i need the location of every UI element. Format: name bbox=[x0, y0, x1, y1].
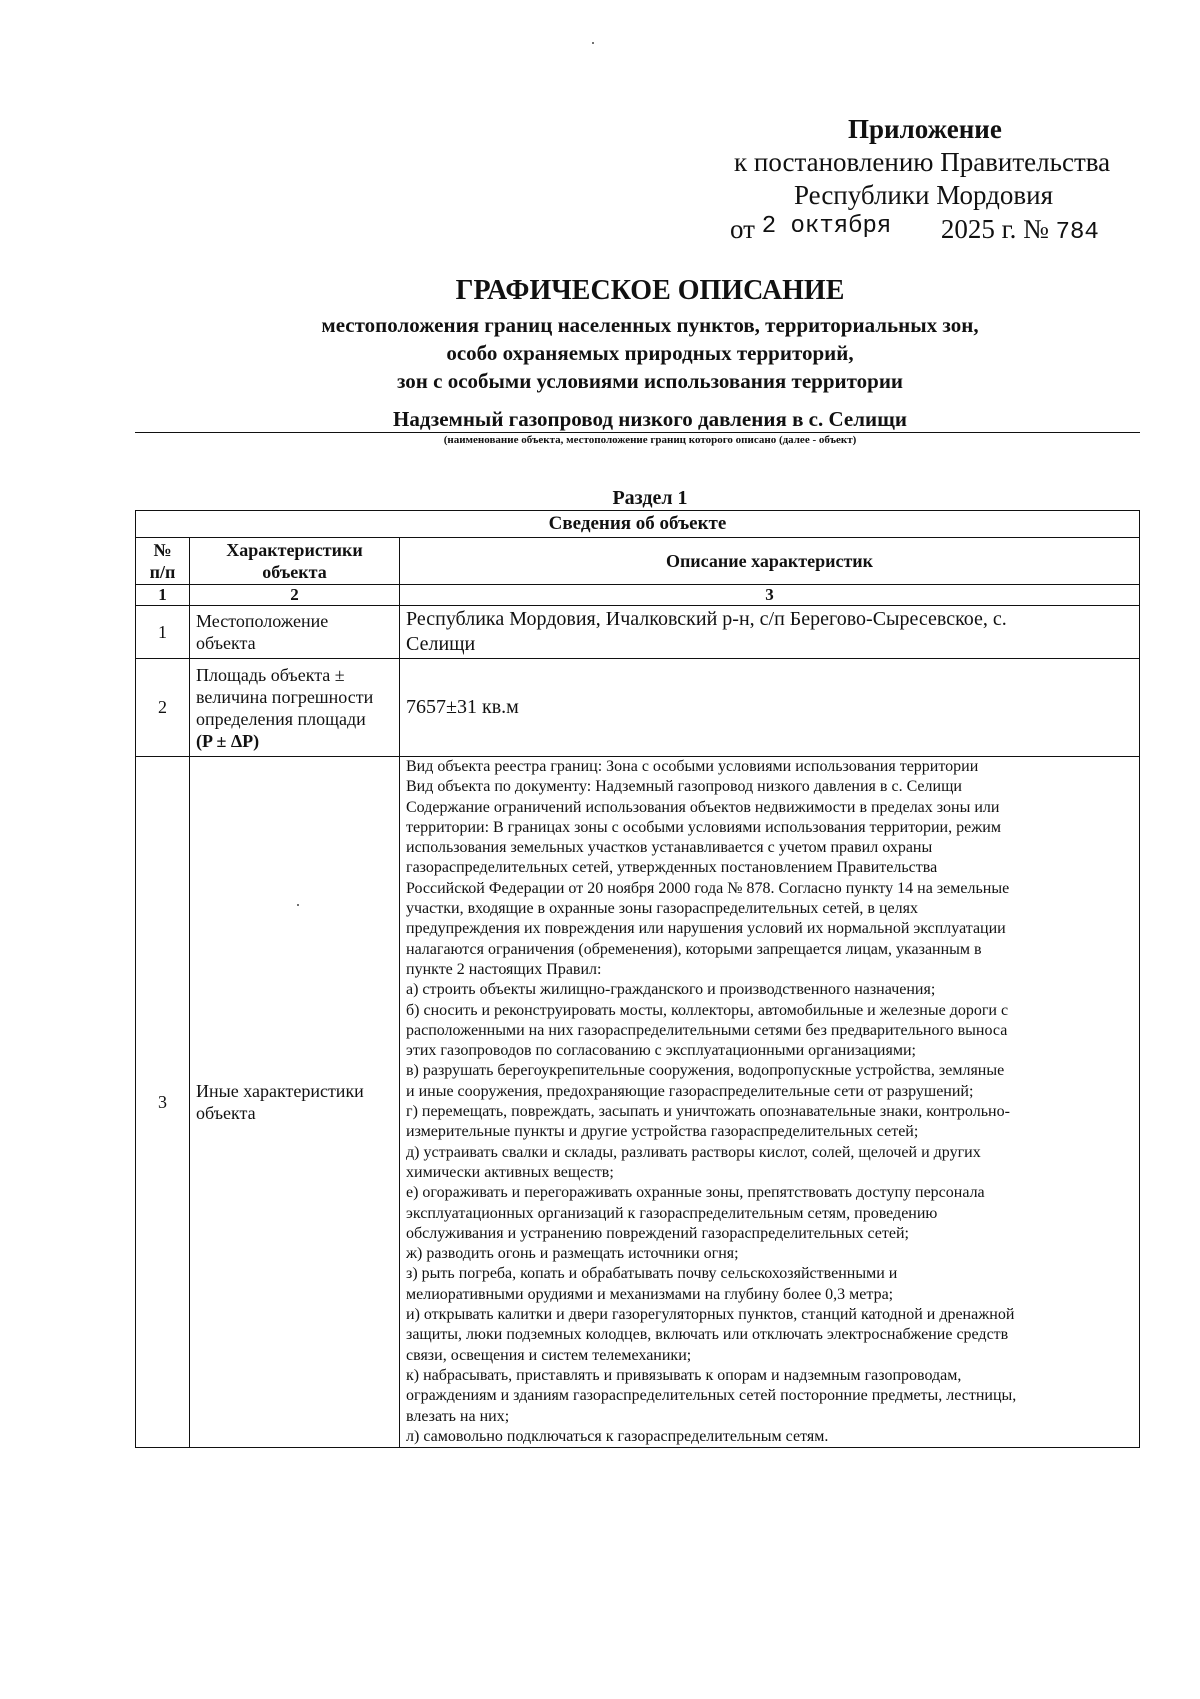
table-row bbox=[136, 757, 1140, 1448]
subtitle-line: особо охраняемых природных территорий, bbox=[446, 341, 854, 365]
row-number: 1 bbox=[136, 606, 190, 659]
text-line: измерительные пункты и другие устройства газораспределительных сетей; bbox=[406, 1123, 919, 1141]
row-description bbox=[400, 606, 1140, 659]
object-name: Надземный газопровод низкого давления в с. Селищи bbox=[393, 407, 907, 431]
text-line: объекта bbox=[196, 1103, 256, 1124]
row-characteristic bbox=[190, 659, 400, 757]
text-line: к) набрасывать, приставлять и привязывать к опорам и надземным газопроводам, bbox=[406, 1366, 962, 1384]
text-line: участки, входящие в охранные зоны газораспределительных сетей, в целях bbox=[406, 900, 918, 918]
text-line: и иные сооружения, предохраняющие газораспределительные сети от разрушений; bbox=[406, 1082, 974, 1100]
text-line: влезать на них; bbox=[406, 1407, 510, 1425]
text-line: территории: В границах зоны с особыми условиями использования территории, режим bbox=[406, 818, 1001, 836]
text-line: обслуживания и устранению повреждений газораспределительных сетей; bbox=[406, 1224, 909, 1242]
text-line: мелиоративными орудиями и механизмами на глубину более 0,3 метра; bbox=[406, 1285, 894, 1303]
header-description: Описание характеристик bbox=[400, 538, 1140, 585]
text-line: этих газопроводов по согласованию с эксплуатационными организациями; bbox=[406, 1042, 916, 1060]
row-number: 2 bbox=[136, 659, 190, 757]
text-line: объекта bbox=[262, 562, 327, 582]
table-index-row bbox=[136, 585, 1140, 606]
appendix-line-2: Республики Мордовия bbox=[794, 180, 1054, 210]
table-caption: Сведения об объекте bbox=[136, 511, 1140, 538]
row-characteristic bbox=[190, 606, 400, 659]
section-label: Раздел 1 bbox=[612, 487, 688, 509]
row-characteristic bbox=[190, 757, 400, 1448]
header-characteristic bbox=[190, 538, 400, 585]
text-line: величина погрешности bbox=[196, 686, 374, 707]
appendix-line-1: к постановлению Правительства bbox=[734, 147, 1111, 177]
text-line: и) открывать калитки и двери газорегуляторных пунктов, станций катодной и дренажной bbox=[406, 1306, 1015, 1324]
text-line: ограждениям и зданиям газораспределительных сетей посторонние предметы, лестницы, bbox=[406, 1387, 1017, 1405]
text-line: г) перемещать, повреждать, засыпать и уничтожать опознавательные знаки, контрольно- bbox=[406, 1103, 1010, 1121]
text-line: предупреждения их повреждения или нарушения условий их нормальной эксплуатации bbox=[406, 920, 1006, 938]
text-line: расположенными на них газораспределительными сетями без предварительного выноса bbox=[406, 1021, 1008, 1039]
text-line: Содержание ограничений использования объектов недвижимости в пределах зоны или bbox=[406, 798, 1000, 816]
subtitle-line: зон с особыми условиями использования территории bbox=[396, 369, 904, 393]
row-number: 3 bbox=[136, 757, 190, 1448]
text-line: химически активных веществ; bbox=[406, 1163, 614, 1181]
text-line: определения площади bbox=[196, 708, 366, 729]
table-header-row bbox=[136, 538, 1140, 585]
text-line: связи, освещения и систем телемеханики; bbox=[406, 1346, 692, 1364]
text-line: Российской Федерации от 20 ноября 2000 года № 878. Согласно пункту 14 на земельные bbox=[406, 879, 1010, 897]
table-row bbox=[136, 659, 1140, 757]
object-caption: (наименование объекта, местоположение границ которого описано (далее - объект) bbox=[443, 434, 857, 446]
text-line: б) сносить и реконструировать мосты, коллекторы, автомобильные и железные дороги с bbox=[406, 1001, 1009, 1019]
text-line: ж) разводить огонь и размещать источники огня; bbox=[406, 1245, 739, 1263]
date-typed: 2 октября bbox=[761, 213, 892, 240]
text-line: защиты, люки подземных колодцев, включать или отключать электроснабжение средств bbox=[406, 1326, 1009, 1344]
text-line: е) огораживать и перегораживать охранные зоны, препятствовать доступу персонала bbox=[406, 1184, 985, 1202]
decree-number: 784 bbox=[1055, 219, 1099, 246]
text-line: Площадь объекта ± bbox=[196, 664, 345, 685]
text-line: п/п bbox=[149, 562, 176, 582]
page-subtitle bbox=[0, 311, 1200, 395]
text-line: Республика Мордовия, Ичалковский р-н, с/п Берегово-Сыресевское, с. bbox=[406, 608, 1007, 630]
object-info-table bbox=[135, 510, 1140, 1448]
row-description bbox=[400, 757, 1140, 1448]
text-line: Местоположение bbox=[196, 611, 329, 631]
appendix-date-line bbox=[730, 212, 1160, 250]
scan-speck bbox=[592, 42, 594, 44]
index-cell: 2 bbox=[190, 585, 400, 606]
text-line: Характеристики bbox=[226, 540, 363, 560]
text-line: д) устраивать свалки и склады, разливать растворы кислот, солей, щелочей и других bbox=[406, 1143, 981, 1161]
subtitle-line: местоположения границ населенных пунктов, территориальных зон, bbox=[321, 313, 979, 337]
text-line: Вид объекта по документу: Надземный газопровод низкого давления в с. Селищи bbox=[406, 778, 962, 796]
text-line: № bbox=[153, 540, 172, 560]
row-description: 7657±31 кв.м bbox=[400, 659, 1140, 757]
index-cell: 1 bbox=[136, 585, 190, 606]
text-line: Иные характеристики bbox=[196, 1081, 364, 1102]
index-cell: 3 bbox=[400, 585, 1140, 606]
appendix-block bbox=[700, 112, 1160, 250]
date-prefix: от bbox=[730, 214, 755, 244]
text-line: налагаются ограничения (обременения), которыми запрещается лицам, указанным в bbox=[406, 940, 982, 958]
text-line: з) рыть погреба, копать и обрабатывать почву сельскохозяйственными и bbox=[406, 1265, 898, 1283]
text-line: Вид объекта реестра границ: Зона с особыми условиями использования территории bbox=[406, 758, 979, 775]
text-line: газораспределительных сетей, утвержденных постановлением Правительства bbox=[406, 859, 938, 877]
table-row bbox=[136, 606, 1140, 659]
text-line: в) разрушать берегоукрепительные сооружения, водопропускные устройства, земляные bbox=[406, 1062, 1005, 1080]
area-formula: (P ± ΔP) bbox=[196, 730, 260, 751]
table-caption-row bbox=[136, 511, 1140, 538]
text-line: а) строить объекты жилищно-гражданского и производственного назначения; bbox=[406, 981, 936, 999]
header-num bbox=[136, 538, 190, 585]
text-line: пункте 2 настоящих Правил: bbox=[406, 960, 602, 978]
appendix-title: Приложение bbox=[848, 114, 1002, 144]
text-line: Селищи bbox=[406, 633, 476, 655]
text-line: использования земельных участков устанавливается с учетом правил охраны bbox=[406, 839, 933, 857]
text-line: объекта bbox=[196, 633, 256, 653]
text-line: эксплуатационных организаций к газораспределительным сетям, проведению bbox=[406, 1204, 938, 1222]
page-title: ГРАФИЧЕСКОЕ ОПИСАНИЕ bbox=[455, 275, 845, 306]
text-line: л) самовольно подключаться к газораспределительным сетям. bbox=[406, 1427, 829, 1445]
date-year: 2025 г. № bbox=[940, 214, 1049, 244]
